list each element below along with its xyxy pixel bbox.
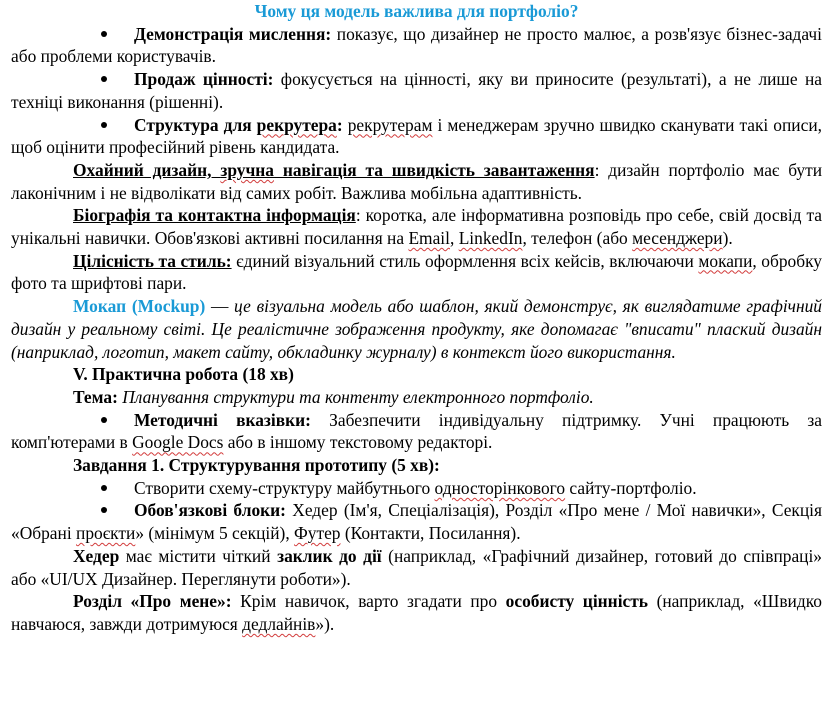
heading: Завдання 1. Структурування прототипу (5 хв): — [73, 455, 440, 476]
bullet-thinking-demo — [11, 23, 822, 68]
text: : коротка, але інформативна розповідь про себе, свій досвід та унікальні навички. Обов'язкові активні посилання на — [11, 205, 822, 249]
para-about-me — [11, 590, 822, 635]
spellcheck-word: односторінкового — [434, 477, 566, 498]
text: (наприклад, «Графічний дизайнер, готовий до співпраці» або «UI/UX Дизайнер. Переглянути роботи»). — [11, 545, 822, 589]
para-header — [11, 545, 822, 590]
term: Розділ «Про мене»: — [73, 591, 232, 612]
spellcheck-word: проєкти — [76, 523, 136, 544]
text: має містити чіткий — [119, 545, 278, 566]
section-title: Чому ця модель важлива для портфоліо? — [254, 1, 579, 21]
text: Крім навичок, варто згадати про — [231, 591, 506, 612]
spellcheck-word: Футер — [294, 523, 341, 544]
term: Обов'язкові блоки: — [134, 500, 286, 521]
text: Забезпечити індивідуальну підтримку. Учні працюють за комп'ютерами в — [11, 409, 823, 453]
spellcheck-word: мокапи — [698, 250, 753, 271]
task-1-heading — [11, 454, 822, 477]
text: Хедер (Ім'я, Спеціалізація), Розділ «Про мене / Мої навички», Секція «Обрані — [11, 500, 823, 544]
bullet-required-blocks — [11, 499, 822, 544]
text: або в іншому текстовому редакторі. — [223, 432, 493, 453]
bullet-create-scheme — [11, 477, 822, 500]
para-mockup-definition — [11, 295, 822, 363]
term-part: Структура для — [134, 114, 257, 135]
label: Тема: — [73, 386, 118, 407]
term: Хедер — [73, 545, 120, 566]
term: особисту цінність — [505, 591, 648, 612]
spellcheck-word: зручна — [220, 159, 274, 180]
topic-line — [11, 386, 822, 409]
term: Демонстрація мислення: — [134, 23, 332, 44]
term: Мокап (Mockup) — [73, 296, 206, 317]
bullet-method-guidelines — [11, 409, 822, 454]
heading-part: Охайний дизайн, — [73, 159, 221, 180]
text: ). — [722, 228, 733, 249]
spellcheck-word: Google Docs — [132, 432, 224, 453]
section-heading-practical — [11, 363, 822, 386]
definition: це візуальна модель або шаблон, який демонструє, як виглядатиме графічний дизайн у реальному світі. Це реалістичне зображення продукту, яке допомагає "вписати" плаский дизайн (наприклад, логотип, макет сайту, обкладинку журналу) в контекст його використання. — [11, 296, 822, 362]
heading — [73, 160, 595, 180]
text: , — [449, 228, 459, 249]
para-style — [11, 250, 822, 295]
text: (наприклад, «Швидко навчаюся, завжди дотримуюся — [11, 591, 822, 634]
term: Продаж цінності: — [134, 69, 274, 90]
spellcheck-word: рекрутера — [256, 114, 337, 135]
text: (Контакти, Посилання). — [340, 523, 521, 544]
spellcheck-word: дедлайнів — [242, 613, 316, 634]
text: фокусується на цінності, яку ви приносите (результаті), а не лише на техніці виконання (рішенні). — [11, 69, 822, 112]
text: : дизайн портфоліо має бути лаконічним і не відволікати від самих робіт. Важлива мобільна адаптивність. — [11, 159, 822, 203]
dash: — — [205, 296, 235, 317]
term: заклик до дії — [277, 545, 382, 566]
spellcheck-word: LinkedIn — [458, 228, 523, 249]
text: , телефон (або — [522, 228, 633, 249]
spellcheck-word: рекрутерам — [347, 114, 433, 135]
text: і менеджерам зручно швидко сканувати такі описи, щоб оцінити професійний рівень кандидата. — [11, 114, 822, 158]
spellcheck-word: месенджери — [632, 228, 723, 249]
value: Планування структури та контенту електронного портфоліо. — [117, 386, 594, 407]
para-clean-design — [11, 159, 822, 204]
text: єдиний візуальний стиль оформлення всіх кейсів, включаючи — [231, 250, 699, 271]
term: Методичні вказівки: — [134, 409, 311, 430]
bullet-value-selling — [11, 68, 822, 113]
term-part: : — [336, 114, 343, 135]
heading: Цілісність та стиль: — [73, 250, 232, 271]
heading: Біографія та контактна інформація — [73, 205, 356, 226]
text: »). — [315, 613, 335, 634]
term — [134, 115, 343, 135]
text: Створити схему-структуру майбутнього — [134, 477, 435, 498]
spellcheck-word: Email — [408, 228, 450, 249]
text: сайту-портфоліо. — [565, 477, 697, 498]
text: показує, що дизайнер не просто малює, а розв'язує бізнес-задачі або проблеми користувачів. — [11, 23, 822, 67]
heading: V. Практична робота (18 хв) — [73, 364, 294, 385]
text: » (мінімум 5 секцій), — [135, 523, 295, 544]
para-bio-contacts — [11, 204, 822, 249]
bullet-recruiter-structure — [11, 114, 822, 159]
text: , обробку фото та шрифтові пари. — [11, 250, 822, 294]
heading-part: навігація та швидкість завантаження — [274, 159, 595, 180]
